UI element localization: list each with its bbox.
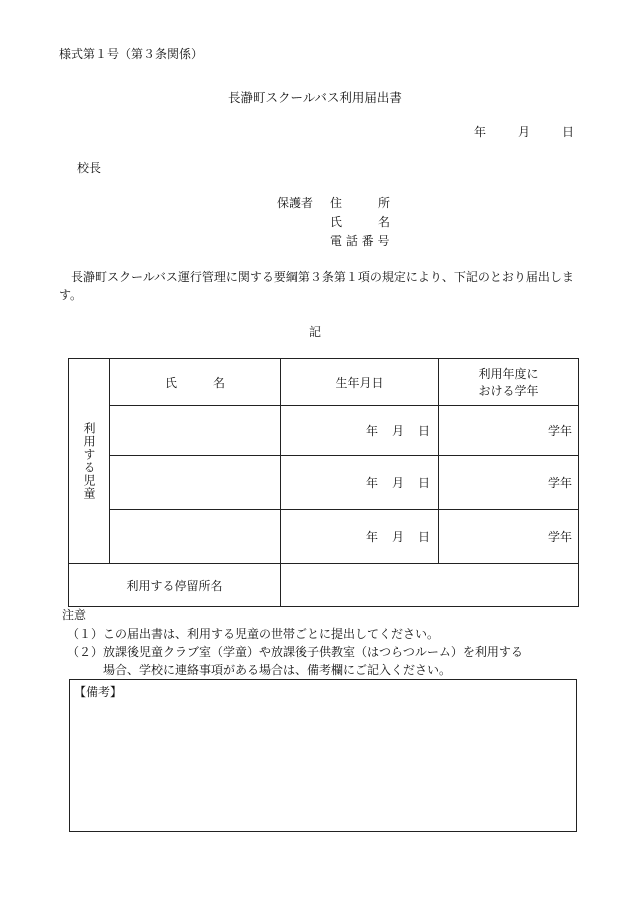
col-name-header: 氏 名 — [110, 359, 281, 406]
stop-name-cell[interactable] — [281, 564, 579, 607]
col-birth-header: 生年月日 — [281, 359, 439, 406]
ki-heading: 記 — [308, 325, 321, 339]
date-day-label: 日 — [562, 125, 575, 139]
date-month-label: 月 — [518, 125, 531, 139]
year-unit: 年 — [365, 424, 378, 438]
table-row — [69, 406, 579, 456]
notes-title: 注意 — [62, 608, 87, 622]
day-unit: 日 — [417, 476, 430, 490]
child-name-cell[interactable] — [110, 456, 281, 510]
month-unit: 月 — [391, 424, 404, 438]
grade-cell[interactable] — [439, 510, 579, 564]
remarks-label: 【備考】 — [74, 685, 123, 699]
table-row — [69, 510, 579, 564]
birthdate-cell[interactable] — [281, 510, 439, 564]
stop-row — [69, 564, 579, 607]
child-name-cell[interactable] — [110, 510, 281, 564]
year-unit: 年 — [365, 476, 378, 490]
day-unit: 日 — [417, 424, 430, 438]
side-label-cell — [69, 359, 110, 564]
year-unit: 年 — [365, 530, 378, 544]
remarks-box[interactable] — [69, 679, 577, 832]
birthdate-cell[interactable] — [281, 406, 439, 456]
stop-label: 利用する停留所名 — [69, 564, 281, 607]
body-text: 長瀞町スクールバス運行管理に関する要綱第３条第１項の規定により、下記のとおり届出します。 — [59, 270, 574, 302]
table-header-row — [69, 359, 579, 406]
table-row — [69, 456, 579, 510]
grade-unit: 学年 — [547, 424, 572, 438]
date-line — [474, 125, 574, 140]
grade-unit: 学年 — [547, 476, 572, 490]
document-title: 長瀞町スクールバス利用届出書 — [228, 90, 402, 105]
note-item-2-line2: 場合、学校に連絡事項がある場合は、備考欄にご記入ください。 — [103, 663, 452, 677]
guardian-address-label: 住 所 — [330, 196, 391, 210]
form-number: 様式第１号（第３条関係） — [59, 47, 204, 61]
grade-cell[interactable] — [439, 406, 579, 456]
day-unit: 日 — [417, 530, 430, 544]
guardian-label: 保護者 — [277, 196, 314, 210]
side-label: 利用する児童 — [82, 422, 96, 500]
col-grade-line1: 利用年度に — [478, 367, 539, 381]
children-table — [68, 358, 579, 607]
child-name-cell[interactable] — [110, 406, 281, 456]
month-unit: 月 — [391, 530, 404, 544]
grade-unit: 学年 — [547, 530, 572, 544]
guardian-name-label: 氏 名 — [330, 215, 391, 229]
addressee: 校長 — [77, 161, 102, 175]
col-grade-line2: おける学年 — [478, 384, 539, 398]
note-item-2-line1: （２）放課後児童クラブ室（学童）や放課後子供教室（はつらつルーム）を利用する — [67, 645, 523, 659]
col-grade-header — [439, 359, 579, 406]
month-unit: 月 — [391, 476, 404, 490]
guardian-phone-label: 電 話 番 号 — [330, 234, 390, 248]
grade-cell[interactable] — [439, 456, 579, 510]
date-year-label: 年 — [474, 125, 487, 139]
note-item-1: （１）この届出書は、利用する児童の世帯ごとに提出してください。 — [67, 627, 440, 641]
birthdate-cell[interactable] — [281, 456, 439, 510]
